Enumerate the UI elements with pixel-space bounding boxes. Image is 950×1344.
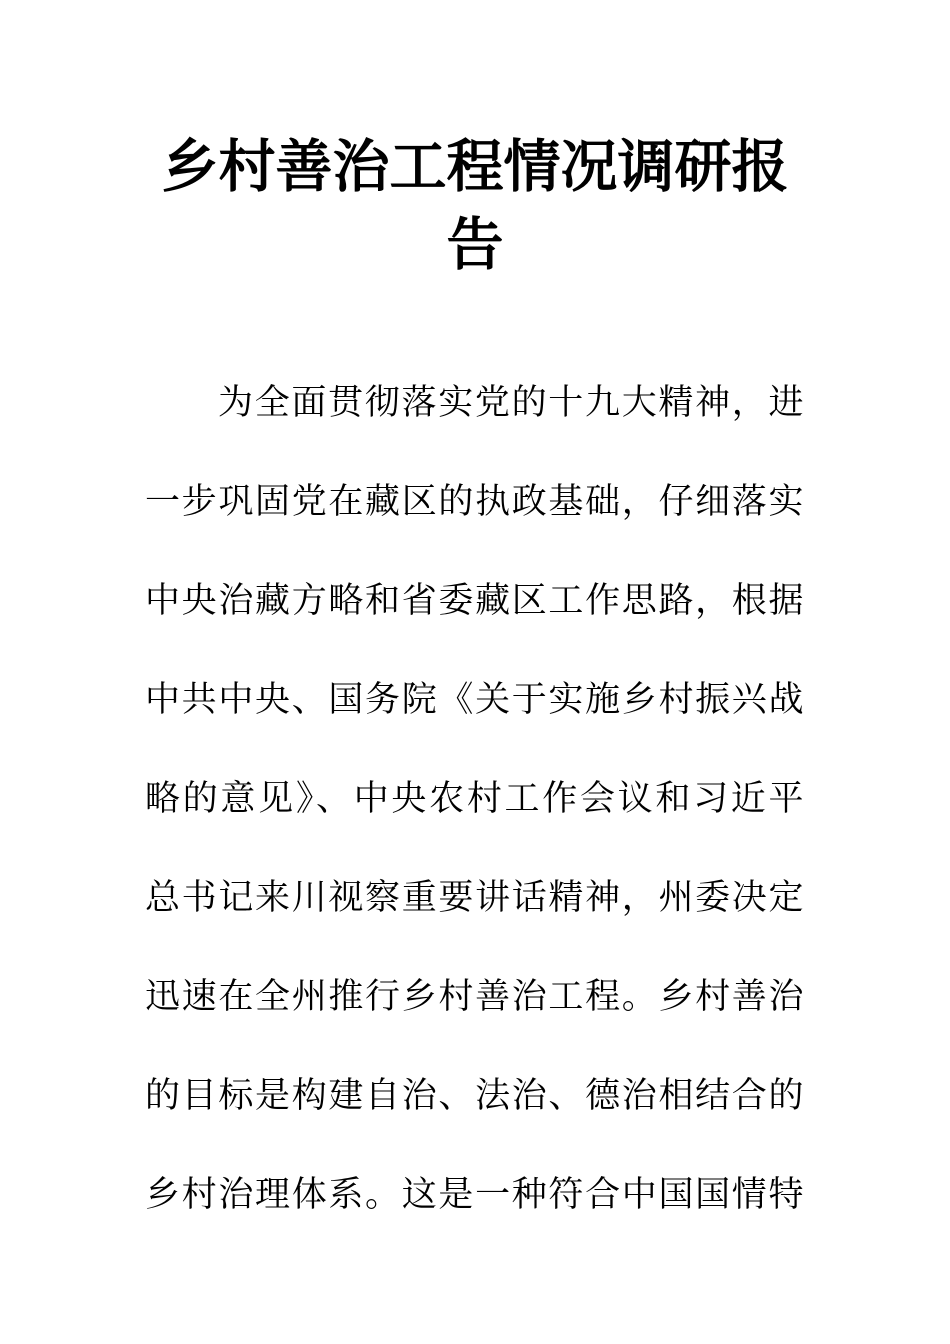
paragraph-line-3: 中央治藏方略和省委藏区工作思路，根据	[145, 581, 805, 621]
document-title: 乡村善治工程情况调研报告	[161, 134, 789, 278]
document-body	[145, 367, 805, 1258]
paragraph-line-9: 乡村治理体系。这是一种符合中国国情特	[145, 1175, 805, 1215]
paragraph-line-4: 中共中央、国务院《关于实施乡村振兴战	[145, 680, 805, 720]
paragraph-line-1: 为全面贯彻落实党的十九大精神，进	[218, 383, 805, 423]
paragraph-line-2: 一步巩固党在藏区的执政基础，仔细落实	[145, 482, 805, 522]
paragraph-line-7: 迅速在全州推行乡村善治工程。乡村善治	[145, 977, 805, 1017]
paragraph-line-8: 的目标是构建自治、法治、德治相结合的	[145, 1076, 805, 1116]
paragraph-line-5: 略的意见》、中央农村工作会议和习近平	[145, 779, 805, 819]
paragraph-line-6: 总书记来川视察重要讲话精神，州委决定	[145, 878, 805, 918]
